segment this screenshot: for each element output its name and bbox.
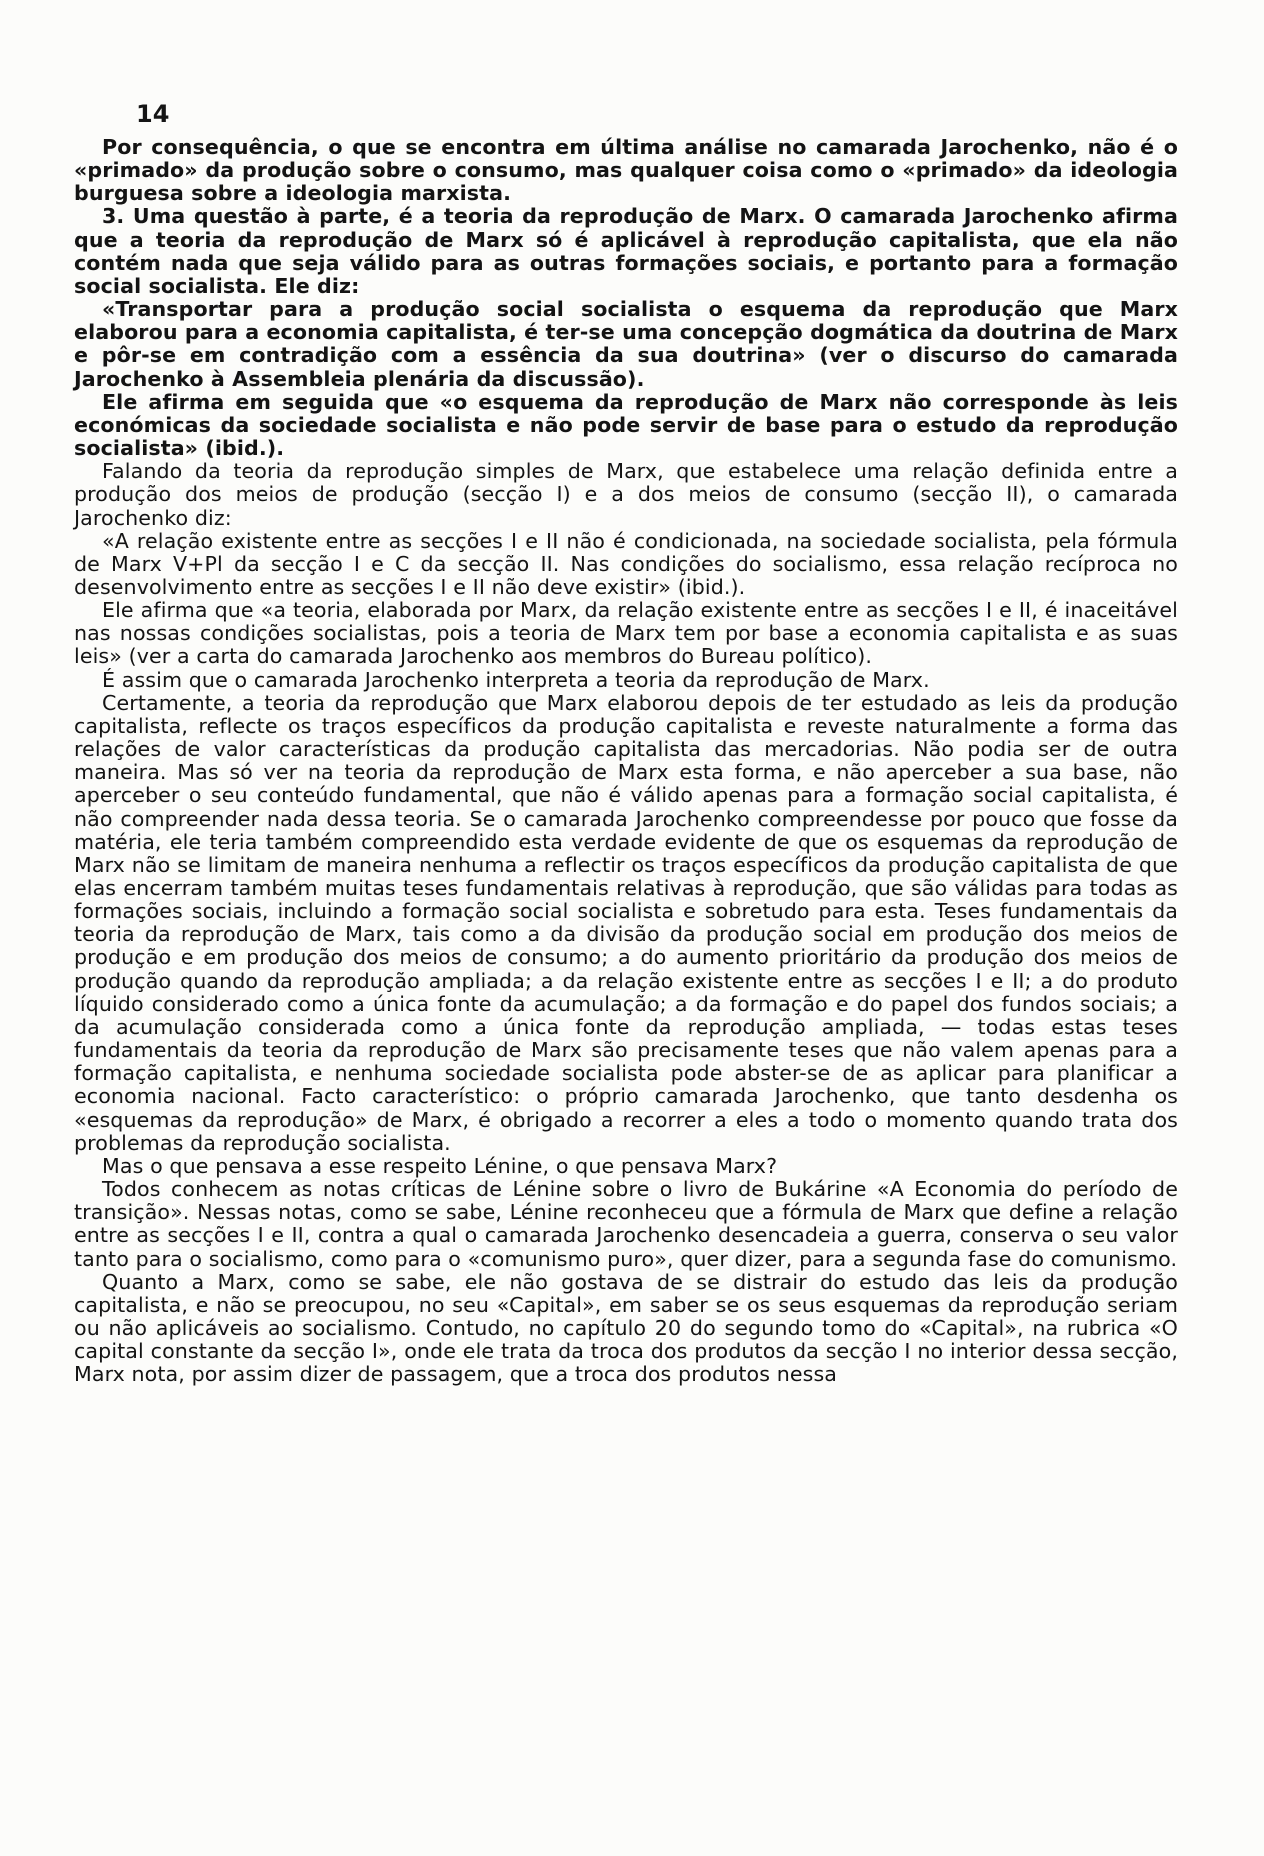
paragraph-3: «Transportar para a produção social socialista o esquema da reprodução que Marx elaborou para a economia capitalista, é ter-se uma concepção dogmática da doutrina de Marx e pôr-se em contradição com a essência da sua doutrina» (ver o discurso do camarada Jarochenko à Assembleia plenária da discussão). <box>74 297 1178 391</box>
paragraph-12: Quanto a Marx, como se sabe, ele não gostava de se distrair do estudo das leis da produção capitalista, e não se preocupou, no seu «Capital», em saber se os seus esquemas da reprodução seriam ou não aplicáveis ao socialismo. Contudo, no capítulo 20 do segundo tomo do «Capital», na rubrica «O capital constante da secção I», onde ele trata da troca dos produtos da secção I no interior dessa secção, Marx nota, por assim dizer de passagem, que a troca dos produtos nessa <box>74 1269 1178 1387</box>
paragraph-8: É assim que o camarada Jarochenko interpreta a teoria da reprodução de Marx. <box>102 667 930 692</box>
paragraph-11: Todos conhecem as notas críticas de Lénine sobre o livro de Bukárine «A Economia do período de transição». Nessas notas, como se sabe, Lénine reconheceu que a fórmula de Marx que define a relação entre as secções I e II, contra a qual o camarada Jarochenko desencadeia a guerra, conserva o seu valor tanto para o socialismo, como para o «comunismo puro», quer dizer, para a segunda fase do comunismo. <box>74 1177 1178 1271</box>
paragraph-7: Ele afirma que «a teoria, elaborada por Marx, da relação existente entre as secções I e II, é inaceitável nas nossas condições socialistas, pois a teoria de Marx tem por base a economia capitalista e as suas leis» (ver a carta do camarada Jarochenko aos membros do Bureau político). <box>74 598 1178 669</box>
body-text <box>74 136 1178 1386</box>
paragraph-5: Falando da teoria da reprodução simples de Marx, que estabelece uma relação definida entre a produção dos meios de produção (secção I) e a dos meios de consumo (secção II), o camarada Jarochenko diz: <box>74 459 1178 530</box>
paragraph-2: 3. Uma questão à parte, é a teoria da reprodução de Marx. O camarada Jarochenko afirma que a teoria da reprodução de Marx só é aplicável à reprodução capitalista, que ela não contém nada que seja válido para as outras formações sociais, e portanto para a formação social socialista. Ele diz: <box>74 204 1178 298</box>
paragraph-1: Por consequência, o que se encontra em última análise no camarada Jarochenko, não é o «primado» da produção sobre o consumo, mas qualquer coisa como o «primado» da ideologia burguesa sobre a ideologia marxista. <box>74 135 1178 206</box>
paragraph-9: Certamente, a teoria da reprodução que Marx elaborou depois de ter estudado as leis da produção capitalista, reflecte os traços específicos da produção capitalista e reveste naturalmente a forma das relações de valor características da produção capitalista das mercadorias. Não podia ser de outra maneira. Mas só ver na teoria da reprodução de Marx esta forma, e não aperceber a sua base, não aperceber o seu conteúdo fundamental, que não é válido apenas para a formação social capitalista, é não compreender nada dessa teoria. Se o camarada Jarochenko compreendesse por pouco que fosse da matéria, ele teria também compreendido esta verdade evidente de que os esquemas da reprodução de Marx não se limitam de maneira nenhuma a reflectir os traços específicos da produção capitalista de que elas encerram também muitas teses fundamentais relativas à reprodução, que são válidas para todas as formações sociais, incluindo a formação social socialista e sobretudo para esta. Teses fundamentais da teoria da reprodução de Marx, tais como a da divisão da produção social em produção dos meios de produção e em produção dos meios de consumo; a do aumento prioritário da produção dos meios de produção quando da reprodução ampliada; a da relação existente entre as secções I e II; a do produto líquido considerado como a única fonte da acumulação; a da formação e do papel dos fundos sociais; a da acumulação considerada como a única fonte da reprodução ampliada, — todas estas teses fundamentais da teoria da reprodução de Marx são precisamente teses que não valem apenas para a formação capitalista, e nenhuma sociedade socialista pode abster-se de as aplicar para planificar a economia nacional. Facto característico: o próprio camarada Jarochenko, que tanto desdenha os «esquemas da reprodução» de Marx, é obrigado a recorrer a eles a todo o momento quando trata dos problemas da reprodução socialista. <box>74 690 1178 1155</box>
paragraph-10: Mas o que pensava a esse respeito Lénine, o que pensava Marx? <box>102 1153 778 1178</box>
paragraph-6: «A relação existente entre as secções I e II não é condicionada, na sociedade socialista, pela fórmula de Marx V+Pl da secção I e C da secção II. Nas condições do socialismo, essa relação recíproca no desenvolvimento entre as secções I e II não deve existir» (ibid.). <box>74 528 1178 599</box>
paragraph-4: Ele afirma em seguida que «o esquema da reprodução de Marx não corresponde às leis económicas da sociedade socialista e não pode servir de base para o estudo da reprodução socialista» (ibid.). <box>74 389 1178 461</box>
page-number: 14 <box>136 100 170 128</box>
